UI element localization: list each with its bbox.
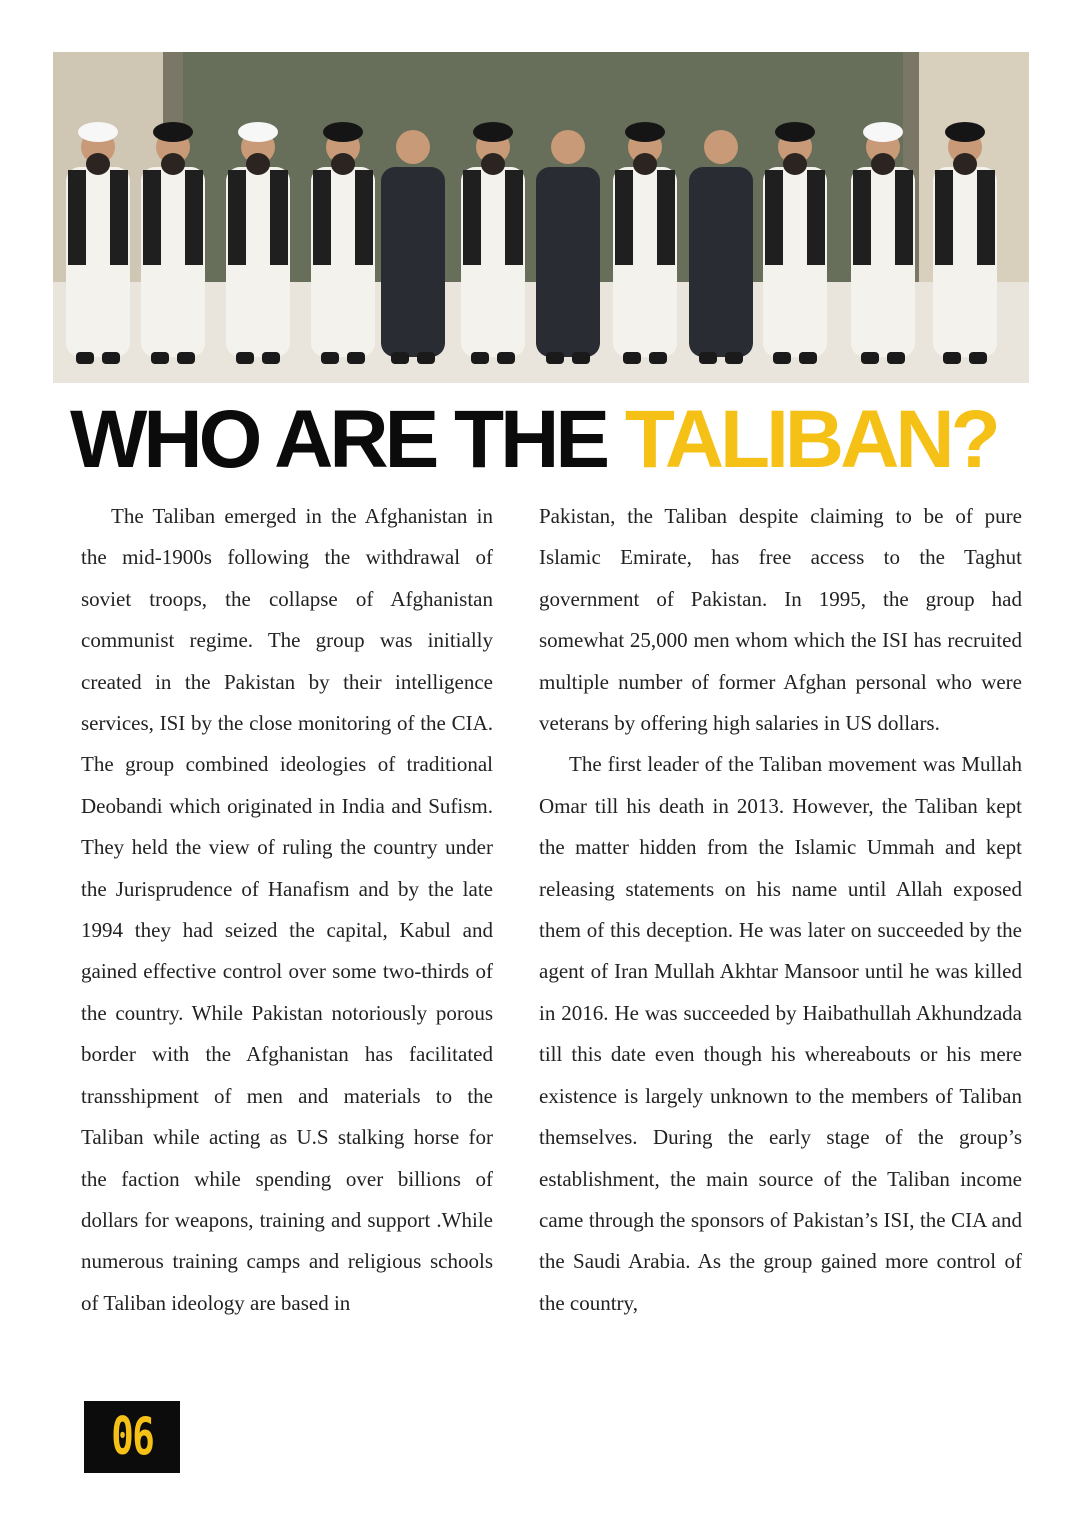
shoe xyxy=(262,352,280,364)
beard xyxy=(331,153,355,175)
shoe xyxy=(177,352,195,364)
beard xyxy=(783,153,807,175)
person-head xyxy=(704,130,738,164)
person-body xyxy=(689,167,753,357)
shoe xyxy=(799,352,817,364)
beard xyxy=(871,153,895,175)
turban xyxy=(323,122,363,142)
shoe xyxy=(236,352,254,364)
title-accent: TALIBAN? xyxy=(624,394,997,485)
vest-right xyxy=(110,170,128,265)
group-photo xyxy=(53,52,1029,383)
vest-left xyxy=(143,170,161,265)
vest-left xyxy=(853,170,871,265)
vest-left xyxy=(228,170,246,265)
turban xyxy=(775,122,815,142)
beard xyxy=(633,153,657,175)
shoe xyxy=(572,352,590,364)
title-main: WHO ARE THE xyxy=(70,394,625,485)
vest-right xyxy=(505,170,523,265)
shoe xyxy=(76,352,94,364)
shoe xyxy=(969,352,987,364)
shoe xyxy=(623,352,641,364)
turban xyxy=(863,122,903,142)
vest-left xyxy=(313,170,331,265)
vest-right xyxy=(657,170,675,265)
shoe xyxy=(102,352,120,364)
vest-right xyxy=(355,170,373,265)
shoe xyxy=(699,352,717,364)
vest-left xyxy=(463,170,481,265)
beard xyxy=(481,153,505,175)
person-body xyxy=(381,167,445,357)
person-body xyxy=(536,167,600,357)
shoe xyxy=(347,352,365,364)
shoe xyxy=(151,352,169,364)
article-column-left xyxy=(81,496,493,1324)
page-number: 06 xyxy=(110,1407,154,1467)
vest-left xyxy=(615,170,633,265)
group-photo-icon xyxy=(53,52,1029,383)
beard xyxy=(86,153,110,175)
beard xyxy=(246,153,270,175)
shoe xyxy=(471,352,489,364)
shoe xyxy=(497,352,515,364)
shoe xyxy=(725,352,743,364)
vest-right xyxy=(270,170,288,265)
article-paragraph: Pakistan, the Taliban despite claiming to be of pure Islamic Emirate, has free access to the Taghut government of Pakistan. In 1995, the group had somewhat 25,000 men whom which the ISI has recruited multiple number of former Afghan personal who were veterans by offering high salaries in US dollars. xyxy=(539,504,1022,736)
turban xyxy=(238,122,278,142)
shoe xyxy=(321,352,339,364)
shoe xyxy=(649,352,667,364)
vest-right xyxy=(185,170,203,265)
page-number-badge xyxy=(84,1401,180,1473)
shoe xyxy=(417,352,435,364)
article-paragraph: The first leader of the Taliban movement was Mullah Omar till his death in 2013. However, the Taliban kept the matter hidden from the Islamic Ummah and kept releasing statements on his name until Allah exposed them of this deception. He was later on succeeded by the agent of Iran Mullah Akhtar Mansoor until he was killed in 2016. He was succeeded by Haibathullah Akhundzada till this date even though his whereabouts or his mere existence is largely unknown to the members of Taliban themselves. During the early stage of the group’s establishment, the main source of the Taliban income came through the sponsors of Pakistan’s ISI, the CIA and the Saudi Arabia. As the group gained more control of the country, xyxy=(539,752,1022,1315)
shoe xyxy=(887,352,905,364)
person-head xyxy=(396,130,430,164)
shoe xyxy=(391,352,409,364)
vest-right xyxy=(807,170,825,265)
beard xyxy=(953,153,977,175)
turban xyxy=(625,122,665,142)
turban xyxy=(78,122,118,142)
beard xyxy=(161,153,185,175)
turban xyxy=(945,122,985,142)
vest-right xyxy=(895,170,913,265)
vest-right xyxy=(977,170,995,265)
vest-left xyxy=(935,170,953,265)
shoe xyxy=(773,352,791,364)
turban xyxy=(153,122,193,142)
shoe xyxy=(546,352,564,364)
turban xyxy=(473,122,513,142)
shoe xyxy=(861,352,879,364)
person-head xyxy=(551,130,585,164)
article-paragraph: The Taliban emerged in the Afghanistan in the mid-1900s following the withdrawal of soviet troops, the collapse of Afghanistan communist regime. The group was initially created in the Pakistan by their intelligence services, ISI by the close monitoring of the CIA. The group combined ideologies of traditional Deobandi which originated in India and Sufism. They held the view of ruling the country under the Jurisprudence of Hanafism and by the late 1994 they had seized the capital, Kabul and gained effective control over some two-thirds of the country. While Pakistan notoriously porous border with the Afghanistan has facilitated transshipment of men and materials to the Taliban while acting as U.S stalking horse for the faction while spending over billions of dollars for weapons, training and support .While numerous training camps and religious schools of Taliban ideology are based in xyxy=(81,504,493,1315)
vest-left xyxy=(68,170,86,265)
page-title xyxy=(70,395,1050,485)
vest-left xyxy=(765,170,783,265)
shoe xyxy=(943,352,961,364)
article-column-right xyxy=(539,496,1022,1324)
